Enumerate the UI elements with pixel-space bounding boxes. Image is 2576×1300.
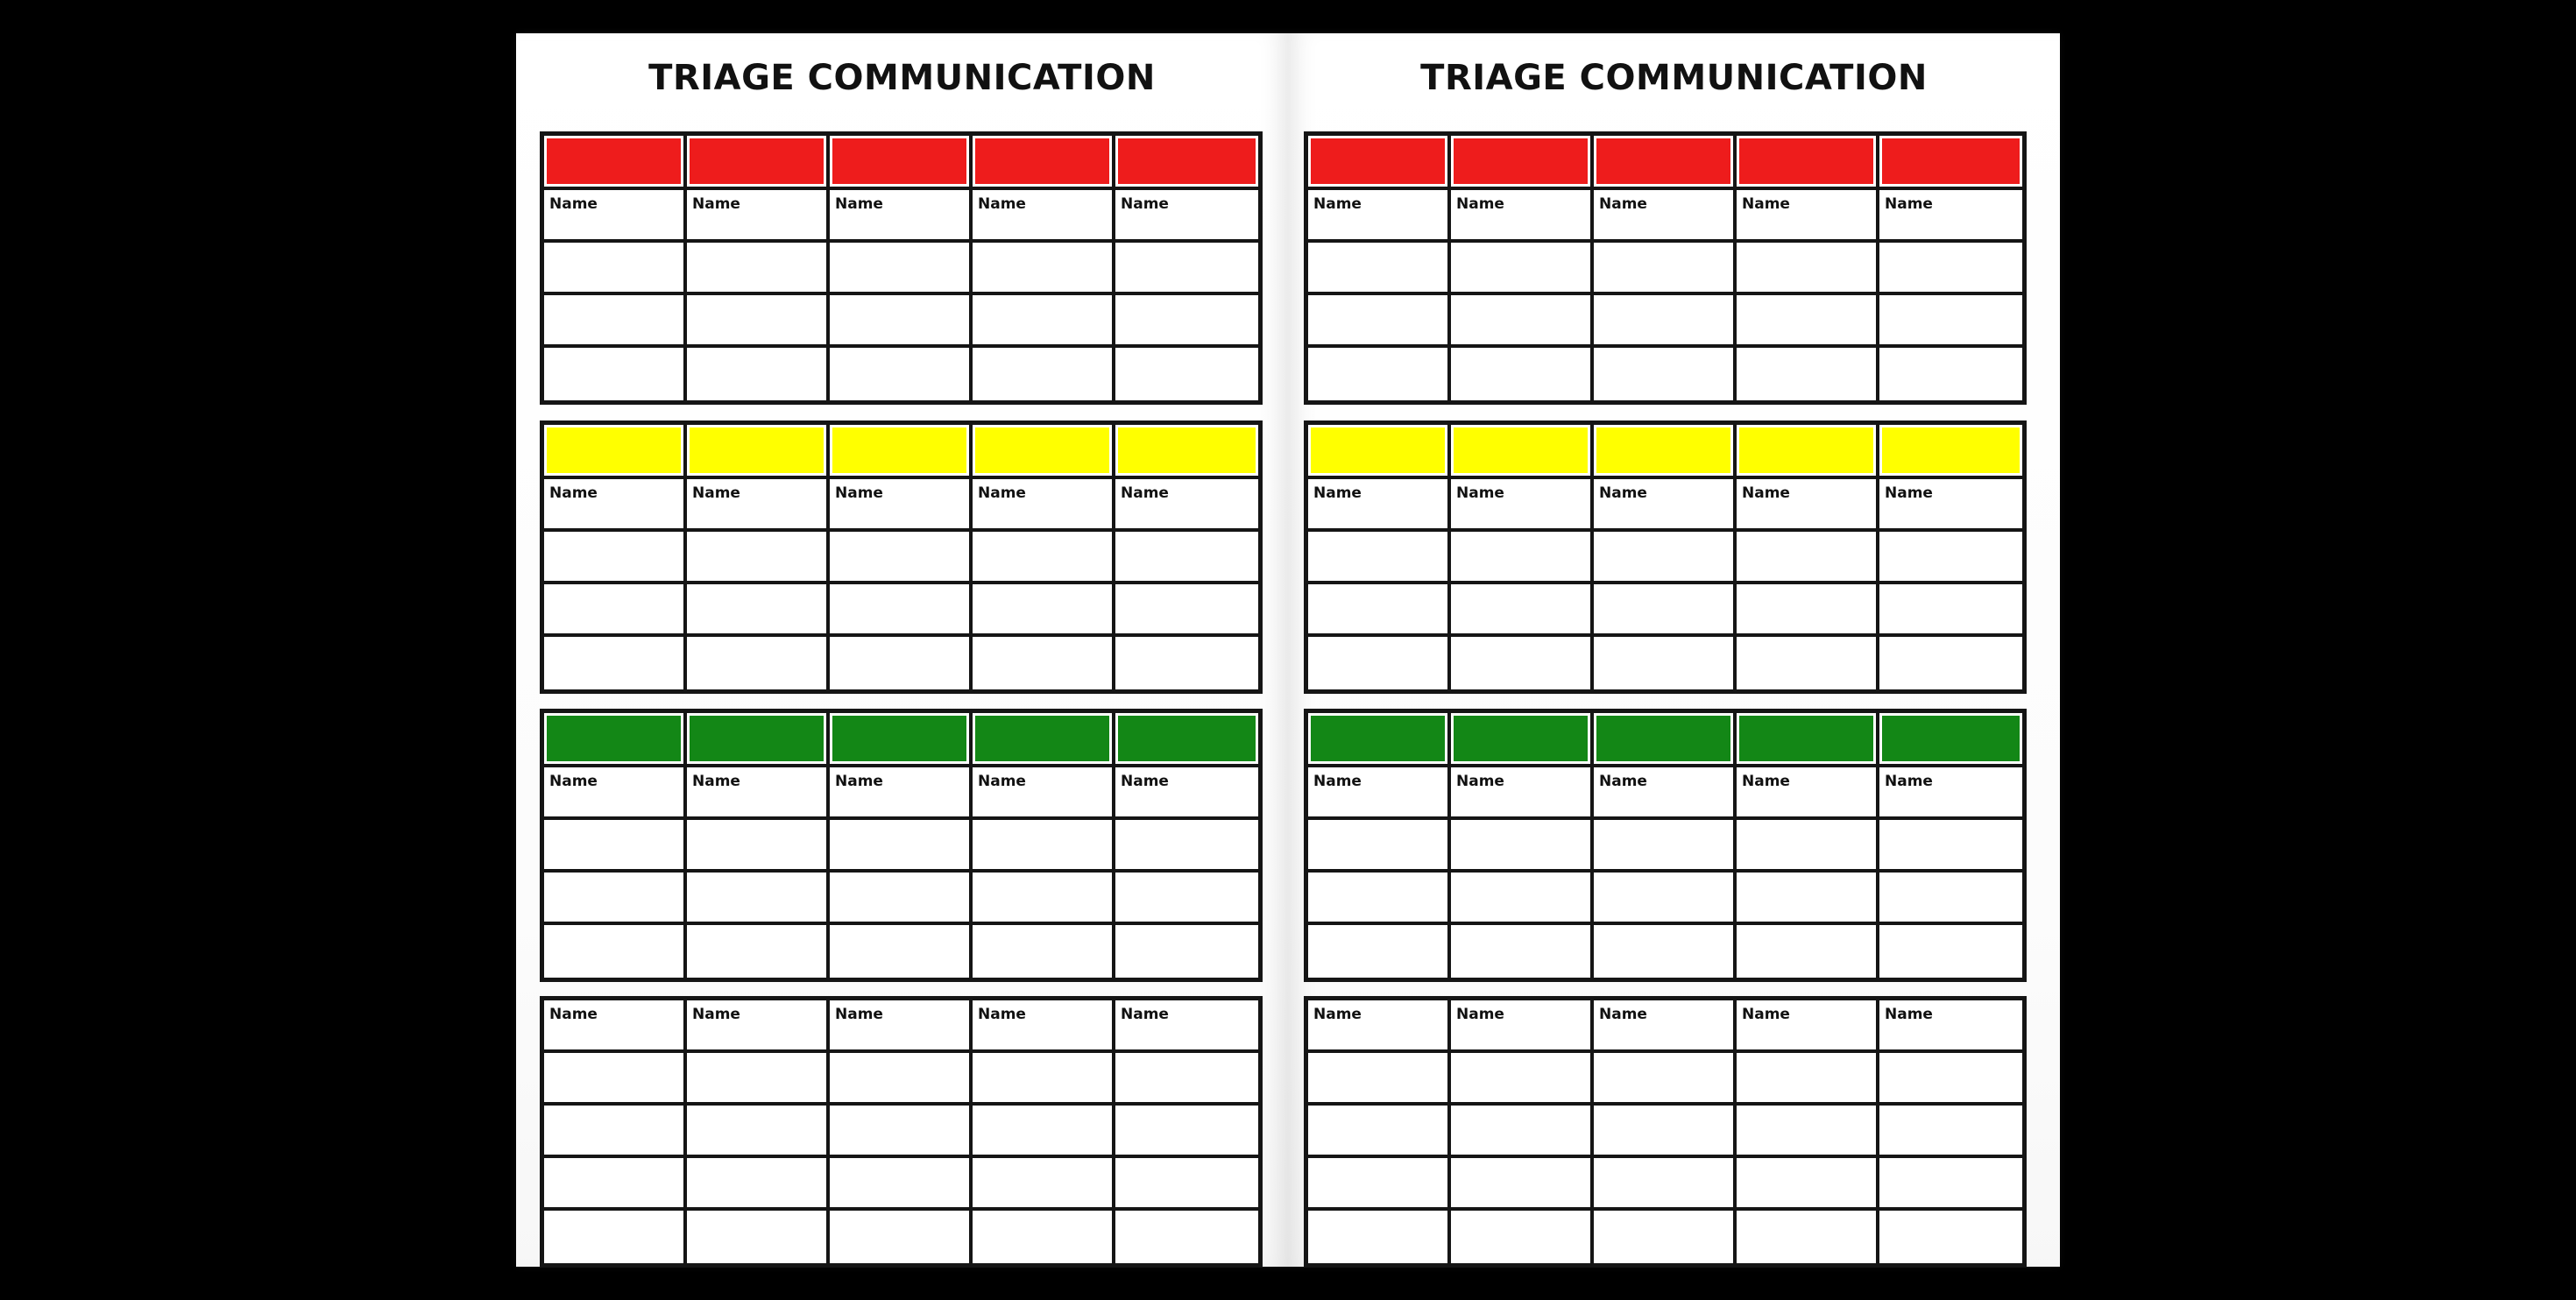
name-cell[interactable] — [1115, 1000, 1258, 1053]
triage-color-swatch — [690, 716, 824, 761]
blank-entry-cell[interactable] — [1737, 1158, 1879, 1211]
triage-color-swatch — [1739, 427, 1873, 473]
triage-color-swatch — [690, 427, 824, 473]
blank-entry-cell[interactable] — [1737, 295, 1879, 348]
name-label: Name — [692, 773, 740, 790]
name-label: Name — [978, 1006, 1026, 1023]
blank-entry-cell[interactable] — [1737, 243, 1879, 295]
name-cell[interactable] — [544, 767, 687, 820]
blank-entry-cell[interactable] — [973, 532, 1115, 584]
blank-entry-cell[interactable] — [830, 243, 973, 295]
triage-color-cell — [830, 136, 973, 190]
blank-entry-cell[interactable] — [973, 243, 1115, 295]
name-cell[interactable] — [1594, 1000, 1737, 1053]
name-cell[interactable] — [1879, 190, 2022, 243]
name-cell[interactable] — [687, 190, 830, 243]
triage-color-cell — [687, 713, 830, 767]
blank-entry-cell[interactable] — [1308, 1106, 1451, 1158]
blank-entry-cell[interactable] — [1451, 1053, 1594, 1106]
blank-entry-cell[interactable] — [830, 925, 973, 978]
blank-entry-cell[interactable] — [687, 637, 830, 689]
triage-color-cell — [830, 425, 973, 479]
name-label: Name — [1885, 195, 1933, 213]
triage-color-swatch — [1596, 138, 1730, 184]
name-label: Name — [978, 773, 1026, 790]
blank-entry-cell[interactable] — [1737, 637, 1879, 689]
blank-entry-cell[interactable] — [830, 1053, 973, 1106]
blank-entry-cell[interactable] — [1451, 348, 1594, 400]
blank-entry-cell[interactable] — [1115, 1106, 1258, 1158]
blank-entry-cell[interactable] — [830, 1158, 973, 1211]
triage-color-cell — [1308, 136, 1451, 190]
blank-entry-cell[interactable] — [830, 295, 973, 348]
triage-color-cell — [1594, 136, 1737, 190]
triage-color-swatch — [1454, 716, 1588, 761]
name-cell[interactable] — [1451, 767, 1594, 820]
name-label: Name — [1313, 195, 1362, 213]
blank-entry-cell[interactable] — [687, 348, 830, 400]
blank-entry-cell[interactable] — [1115, 584, 1258, 637]
name-label: Name — [1599, 195, 1647, 213]
blank-entry-cell[interactable] — [544, 925, 687, 978]
blank-entry-cell[interactable] — [973, 1106, 1115, 1158]
blank-entry-cell[interactable] — [687, 243, 830, 295]
name-label: Name — [549, 773, 598, 790]
blank-entry-cell[interactable] — [1737, 584, 1879, 637]
blank-entry-cell[interactable] — [973, 1211, 1115, 1263]
blank-entry-cell[interactable] — [544, 584, 687, 637]
blank-entry-cell[interactable] — [973, 295, 1115, 348]
triage-color-swatch — [1739, 716, 1873, 761]
name-cell[interactable] — [973, 479, 1115, 532]
blank-entry-cell[interactable] — [1451, 1211, 1594, 1263]
blank-entry-cell[interactable] — [973, 584, 1115, 637]
triage-color-swatch — [547, 138, 681, 184]
name-cell[interactable] — [1451, 1000, 1594, 1053]
name-label: Name — [1599, 773, 1647, 790]
blank-entry-cell[interactable] — [1594, 243, 1737, 295]
uncolored-triage-grid — [1304, 996, 2027, 1268]
triage-color-swatch — [975, 138, 1109, 184]
blank-entry-cell[interactable] — [544, 1053, 687, 1106]
blank-entry-cell[interactable] — [1879, 925, 2022, 978]
blank-entry-cell[interactable] — [830, 820, 973, 873]
blank-entry-cell[interactable] — [1737, 348, 1879, 400]
blank-entry-cell[interactable] — [1594, 873, 1737, 925]
blank-entry-cell[interactable] — [1308, 532, 1451, 584]
name-label: Name — [1456, 484, 1504, 502]
triage-color-swatch — [975, 427, 1109, 473]
name-label: Name — [978, 484, 1026, 502]
name-label: Name — [978, 195, 1026, 213]
blank-entry-cell[interactable] — [830, 584, 973, 637]
name-cell[interactable] — [830, 767, 973, 820]
blank-entry-cell[interactable] — [687, 532, 830, 584]
name-label: Name — [1885, 484, 1933, 502]
name-cell[interactable] — [1308, 767, 1451, 820]
uncolored-triage-grid — [540, 996, 1263, 1268]
triage-color-swatch — [832, 138, 966, 184]
blank-entry-cell[interactable] — [544, 1106, 687, 1158]
triage-color-cell — [1115, 136, 1258, 190]
triage-color-swatch — [1311, 716, 1445, 761]
triage-color-cell — [1451, 425, 1594, 479]
name-cell[interactable] — [1594, 479, 1737, 532]
name-cell[interactable] — [1308, 479, 1451, 532]
triage-color-swatch — [1596, 716, 1730, 761]
blank-entry-cell[interactable] — [1451, 873, 1594, 925]
name-cell[interactable] — [1737, 767, 1879, 820]
blank-entry-cell[interactable] — [544, 873, 687, 925]
blank-entry-cell[interactable] — [544, 1211, 687, 1263]
blank-entry-cell[interactable] — [1451, 637, 1594, 689]
blank-entry-cell[interactable] — [1115, 295, 1258, 348]
blank-entry-cell[interactable] — [1594, 925, 1737, 978]
blank-entry-cell[interactable] — [1115, 637, 1258, 689]
name-cell[interactable] — [687, 479, 830, 532]
blank-entry-cell[interactable] — [1879, 820, 2022, 873]
name-label: Name — [1313, 773, 1362, 790]
blank-entry-cell[interactable] — [1451, 295, 1594, 348]
blank-entry-cell[interactable] — [687, 820, 830, 873]
triage-color-cell — [544, 425, 687, 479]
blank-entry-cell[interactable] — [1451, 1158, 1594, 1211]
left-page — [516, 33, 1288, 1267]
name-cell[interactable] — [973, 767, 1115, 820]
blank-entry-cell[interactable] — [973, 637, 1115, 689]
blank-entry-cell[interactable] — [1879, 295, 2022, 348]
triage-color-cell — [1737, 425, 1879, 479]
blank-entry-cell[interactable] — [1115, 925, 1258, 978]
blank-entry-cell[interactable] — [1115, 1053, 1258, 1106]
triage-color-cell — [1879, 425, 2022, 479]
triage-color-cell — [1737, 713, 1879, 767]
name-cell[interactable] — [1594, 190, 1737, 243]
blank-entry-cell[interactable] — [544, 637, 687, 689]
blank-entry-cell[interactable] — [1594, 1053, 1737, 1106]
name-cell[interactable] — [687, 767, 830, 820]
blank-entry-cell[interactable] — [687, 295, 830, 348]
triage-color-swatch — [1882, 716, 2020, 761]
name-cell[interactable] — [1594, 767, 1737, 820]
blank-entry-cell[interactable] — [1879, 348, 2022, 400]
name-cell[interactable] — [1451, 479, 1594, 532]
name-label: Name — [835, 773, 883, 790]
blank-entry-cell[interactable] — [1594, 532, 1737, 584]
name-label: Name — [1456, 773, 1504, 790]
blank-entry-cell[interactable] — [1451, 1106, 1594, 1158]
triage-color-cell — [973, 136, 1115, 190]
blank-entry-cell[interactable] — [1594, 1211, 1737, 1263]
triage-color-swatch — [1454, 138, 1588, 184]
blank-entry-cell[interactable] — [1737, 1211, 1879, 1263]
blank-entry-cell[interactable] — [1115, 348, 1258, 400]
name-label: Name — [1456, 1006, 1504, 1023]
blank-entry-cell[interactable] — [1594, 1106, 1737, 1158]
name-label: Name — [549, 1006, 598, 1023]
blank-entry-cell[interactable] — [544, 820, 687, 873]
triage-color-swatch — [1118, 716, 1256, 761]
name-label: Name — [1313, 484, 1362, 502]
blank-entry-cell[interactable] — [544, 348, 687, 400]
blank-entry-cell[interactable] — [687, 1211, 830, 1263]
name-label: Name — [1313, 1006, 1362, 1023]
name-label: Name — [549, 484, 598, 502]
triage-color-cell — [687, 425, 830, 479]
blank-entry-cell[interactable] — [1879, 243, 2022, 295]
name-label: Name — [835, 195, 883, 213]
name-label: Name — [1121, 195, 1169, 213]
name-label: Name — [1742, 773, 1790, 790]
name-cell[interactable] — [687, 1000, 830, 1053]
blank-entry-cell[interactable] — [687, 1158, 830, 1211]
triage-color-swatch — [1311, 427, 1445, 473]
blank-entry-cell[interactable] — [1594, 295, 1737, 348]
blank-entry-cell[interactable] — [544, 1158, 687, 1211]
name-label: Name — [1121, 773, 1169, 790]
blank-entry-cell[interactable] — [1308, 1211, 1451, 1263]
triage-color-swatch — [975, 716, 1109, 761]
name-cell[interactable] — [830, 190, 973, 243]
name-label: Name — [835, 1006, 883, 1023]
page-title: TRIAGE COMMUNICATION — [648, 58, 1156, 98]
triage-color-swatch — [690, 138, 824, 184]
triage-color-cell — [1308, 713, 1451, 767]
triage-color-swatch — [1882, 138, 2020, 184]
name-label: Name — [1885, 1006, 1933, 1023]
blank-entry-cell[interactable] — [1451, 584, 1594, 637]
red-triage-grid — [1304, 131, 2027, 405]
name-label: Name — [1885, 773, 1933, 790]
triage-color-cell — [687, 136, 830, 190]
blank-entry-cell[interactable] — [973, 873, 1115, 925]
blank-entry-cell[interactable] — [830, 637, 973, 689]
name-cell[interactable] — [1308, 190, 1451, 243]
blank-entry-cell[interactable] — [1115, 1158, 1258, 1211]
triage-color-swatch — [1882, 427, 2020, 473]
triage-color-cell — [1594, 713, 1737, 767]
triage-color-cell — [544, 713, 687, 767]
name-cell[interactable] — [1451, 190, 1594, 243]
name-cell[interactable] — [1737, 1000, 1879, 1053]
triage-color-cell — [544, 136, 687, 190]
blank-entry-cell[interactable] — [1451, 820, 1594, 873]
blank-entry-cell[interactable] — [1308, 1158, 1451, 1211]
blank-entry-cell[interactable] — [1879, 637, 2022, 689]
blank-entry-cell[interactable] — [1879, 584, 2022, 637]
blank-entry-cell[interactable] — [1879, 1053, 2022, 1106]
blank-entry-cell[interactable] — [1308, 243, 1451, 295]
triage-color-cell — [830, 713, 973, 767]
blank-entry-cell[interactable] — [1879, 1106, 2022, 1158]
name-label: Name — [1121, 1006, 1169, 1023]
name-cell[interactable] — [1879, 479, 2022, 532]
blank-entry-cell[interactable] — [1308, 820, 1451, 873]
blank-entry-cell[interactable] — [687, 925, 830, 978]
triage-color-cell — [1308, 425, 1451, 479]
green-triage-grid — [540, 709, 1263, 982]
triage-color-cell — [973, 425, 1115, 479]
blank-entry-cell[interactable] — [973, 348, 1115, 400]
blank-entry-cell[interactable] — [1308, 584, 1451, 637]
triage-color-swatch — [547, 716, 681, 761]
name-cell[interactable] — [1879, 1000, 2022, 1053]
blank-entry-cell[interactable] — [830, 873, 973, 925]
name-label: Name — [549, 195, 598, 213]
name-cell[interactable] — [544, 190, 687, 243]
blank-entry-cell[interactable] — [830, 1211, 973, 1263]
blank-entry-cell[interactable] — [1594, 348, 1737, 400]
name-label: Name — [1742, 195, 1790, 213]
triage-color-cell — [1451, 713, 1594, 767]
blank-entry-cell[interactable] — [687, 873, 830, 925]
blank-entry-cell[interactable] — [1594, 637, 1737, 689]
triage-color-cell — [973, 713, 1115, 767]
blank-entry-cell[interactable] — [687, 1106, 830, 1158]
triage-color-swatch — [1739, 138, 1873, 184]
triage-color-swatch — [1311, 138, 1445, 184]
blank-entry-cell[interactable] — [1115, 243, 1258, 295]
blank-entry-cell[interactable] — [1879, 1158, 2022, 1211]
triage-color-cell — [1115, 425, 1258, 479]
yellow-triage-grid — [540, 420, 1263, 694]
blank-entry-cell[interactable] — [1594, 820, 1737, 873]
triage-color-cell — [1451, 136, 1594, 190]
name-label: Name — [692, 484, 740, 502]
blank-entry-cell[interactable] — [1308, 925, 1451, 978]
blank-entry-cell[interactable] — [1737, 1053, 1879, 1106]
blank-entry-cell[interactable] — [544, 532, 687, 584]
triage-color-swatch — [547, 427, 681, 473]
triage-color-cell — [1115, 713, 1258, 767]
blank-entry-cell[interactable] — [973, 925, 1115, 978]
name-label: Name — [1742, 484, 1790, 502]
blank-entry-cell[interactable] — [973, 1053, 1115, 1106]
blank-entry-cell[interactable] — [544, 243, 687, 295]
name-label: Name — [1599, 484, 1647, 502]
triage-color-cell — [1594, 425, 1737, 479]
name-cell[interactable] — [1115, 479, 1258, 532]
triage-color-cell — [1737, 136, 1879, 190]
blank-entry-cell[interactable] — [1308, 348, 1451, 400]
blank-entry-cell[interactable] — [1115, 873, 1258, 925]
yellow-triage-grid — [1304, 420, 2027, 694]
blank-entry-cell[interactable] — [1115, 532, 1258, 584]
name-cell[interactable] — [973, 190, 1115, 243]
name-label: Name — [835, 484, 883, 502]
name-cell[interactable] — [544, 1000, 687, 1053]
blank-entry-cell[interactable] — [1308, 295, 1451, 348]
blank-entry-cell[interactable] — [1308, 873, 1451, 925]
green-triage-grid — [1304, 709, 2027, 982]
name-cell[interactable] — [1115, 190, 1258, 243]
blank-entry-cell[interactable] — [1115, 1211, 1258, 1263]
name-cell[interactable] — [1115, 767, 1258, 820]
name-label: Name — [1121, 484, 1169, 502]
blank-entry-cell[interactable] — [1737, 1106, 1879, 1158]
blank-entry-cell[interactable] — [1451, 532, 1594, 584]
name-cell[interactable] — [973, 1000, 1115, 1053]
blank-entry-cell[interactable] — [1737, 532, 1879, 584]
name-cell[interactable] — [1737, 190, 1879, 243]
blank-entry-cell[interactable] — [830, 532, 973, 584]
name-cell[interactable] — [830, 1000, 973, 1053]
blank-entry-cell[interactable] — [544, 295, 687, 348]
blank-entry-cell[interactable] — [1737, 820, 1879, 873]
red-triage-grid — [540, 131, 1263, 405]
triage-color-swatch — [1118, 427, 1256, 473]
blank-entry-cell[interactable] — [1879, 532, 2022, 584]
name-label: Name — [1456, 195, 1504, 213]
name-cell[interactable] — [544, 479, 687, 532]
blank-entry-cell[interactable] — [687, 1053, 830, 1106]
blank-entry-cell[interactable] — [1594, 584, 1737, 637]
triage-color-cell — [1879, 136, 2022, 190]
name-cell[interactable] — [1308, 1000, 1451, 1053]
triage-color-swatch — [832, 427, 966, 473]
blank-entry-cell[interactable] — [830, 348, 973, 400]
name-label: Name — [692, 1006, 740, 1023]
blank-entry-cell[interactable] — [1308, 1053, 1451, 1106]
blank-entry-cell[interactable] — [1451, 243, 1594, 295]
blank-entry-cell[interactable] — [1879, 1211, 2022, 1263]
name-label: Name — [1742, 1006, 1790, 1023]
triage-color-swatch — [1118, 138, 1256, 184]
blank-entry-cell[interactable] — [830, 1106, 973, 1158]
blank-entry-cell[interactable] — [973, 1158, 1115, 1211]
blank-entry-cell[interactable] — [1115, 820, 1258, 873]
triage-color-cell — [1879, 713, 2022, 767]
name-cell[interactable] — [830, 479, 973, 532]
name-label: Name — [692, 195, 740, 213]
triage-color-swatch — [832, 716, 966, 761]
blank-entry-cell[interactable] — [1737, 873, 1879, 925]
blank-entry-cell[interactable] — [973, 820, 1115, 873]
name-label: Name — [1599, 1006, 1647, 1023]
blank-entry-cell[interactable] — [1308, 637, 1451, 689]
name-cell[interactable] — [1737, 479, 1879, 532]
triage-booklet — [516, 33, 2060, 1267]
name-cell[interactable] — [1879, 767, 2022, 820]
blank-entry-cell[interactable] — [687, 584, 830, 637]
blank-entry-cell[interactable] — [1594, 1158, 1737, 1211]
blank-entry-cell[interactable] — [1879, 873, 2022, 925]
page-title: TRIAGE COMMUNICATION — [1420, 58, 1928, 98]
triage-color-swatch — [1454, 427, 1588, 473]
blank-entry-cell[interactable] — [1451, 925, 1594, 978]
blank-entry-cell[interactable] — [1737, 925, 1879, 978]
triage-color-swatch — [1596, 427, 1730, 473]
right-page — [1288, 33, 2060, 1267]
